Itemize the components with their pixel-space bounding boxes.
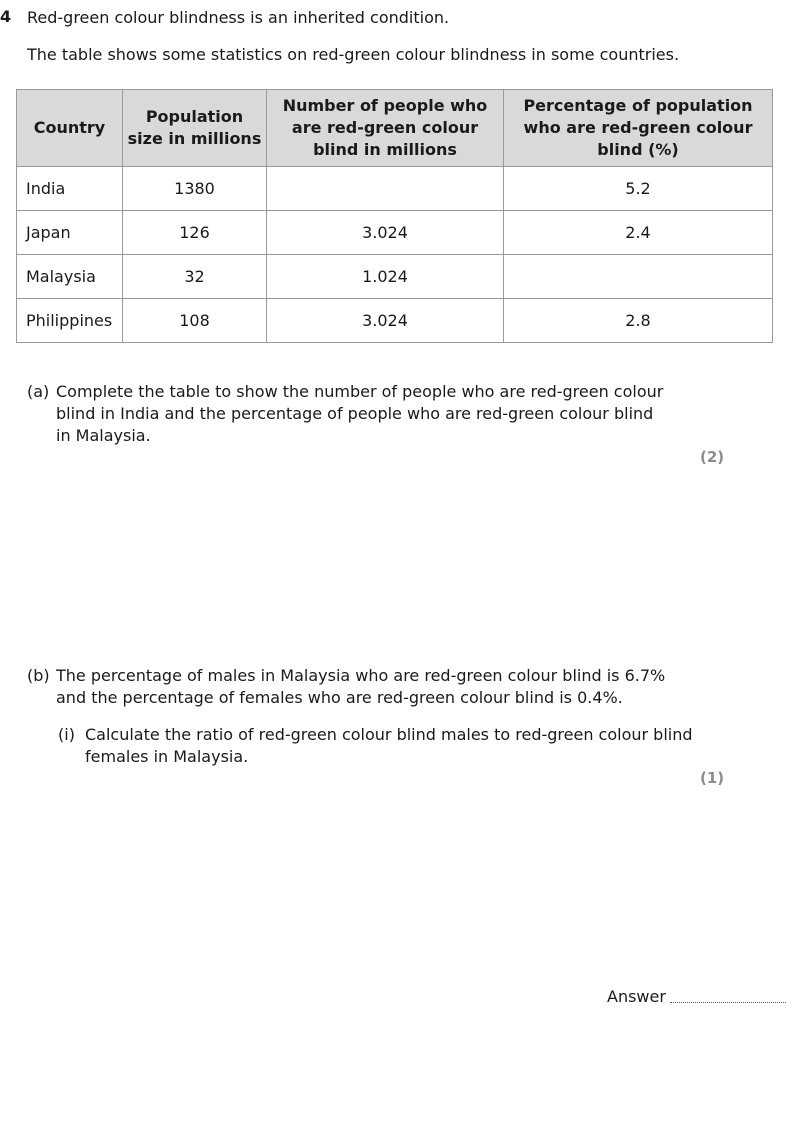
header-country: Country xyxy=(17,90,123,167)
part-b-i-label: (i) xyxy=(58,725,75,744)
table-row xyxy=(17,255,773,299)
table-intro: The table shows some statistics on red-green colour blindness in some countries. xyxy=(27,45,680,64)
cell-number-blind: 3.024 xyxy=(267,211,504,255)
question-stem: Red-green colour blindness is an inherited condition. xyxy=(27,8,450,27)
header-population-text: Population size in millions xyxy=(127,107,262,148)
table-header-row xyxy=(17,90,773,167)
cell-country: Malaysia xyxy=(17,255,123,299)
cell-percentage: 5.2 xyxy=(504,167,773,211)
cell-percentage-answer[interactable] xyxy=(504,255,773,299)
table-row xyxy=(17,167,773,211)
header-colour-blind-percentage xyxy=(504,90,773,167)
answer-line[interactable] xyxy=(670,1002,786,1003)
table-row xyxy=(17,299,773,343)
cell-population: 126 xyxy=(123,211,267,255)
answer-label: Answer xyxy=(607,987,666,1006)
cell-population: 1380 xyxy=(123,167,267,211)
cell-number-blind-answer[interactable] xyxy=(267,167,504,211)
cell-population: 32 xyxy=(123,255,267,299)
cell-country: Philippines xyxy=(17,299,123,343)
part-a-text: Complete the table to show the number of people who are red-green colour blind in India and the percentage of people who are red-green colour blind in Malaysia. xyxy=(56,382,664,445)
part-a-label: (a) xyxy=(27,382,50,401)
question-number: 4 xyxy=(0,7,12,26)
statistics-table xyxy=(16,89,773,343)
part-b-text: The percentage of males in Malaysia who are red-green colour blind is 6.7% and the percentage of females who are red-green colour blind is 0.4%. xyxy=(56,666,666,707)
cell-population: 108 xyxy=(123,299,267,343)
cell-number-blind: 1.024 xyxy=(267,255,504,299)
part-b-label: (b) xyxy=(27,666,50,685)
header-population xyxy=(123,90,267,167)
part-b-i-text: Calculate the ratio of red-green colour blind males to red-green colour blind females in Malaysia. xyxy=(85,725,693,766)
cell-percentage: 2.4 xyxy=(504,211,773,255)
table-row xyxy=(17,211,773,255)
cell-number-blind: 3.024 xyxy=(267,299,504,343)
cell-country: India xyxy=(17,167,123,211)
header-colour-blind-number-text: Number of people who are red-green colour blind in millions xyxy=(282,96,488,159)
part-a-marks: (2) xyxy=(700,448,725,466)
cell-country: Japan xyxy=(17,211,123,255)
cell-percentage: 2.8 xyxy=(504,299,773,343)
header-colour-blind-percentage-text: Percentage of population who are red-green colour blind (%) xyxy=(523,96,753,159)
header-colour-blind-number xyxy=(267,90,504,167)
part-b-i-marks: (1) xyxy=(700,769,725,787)
